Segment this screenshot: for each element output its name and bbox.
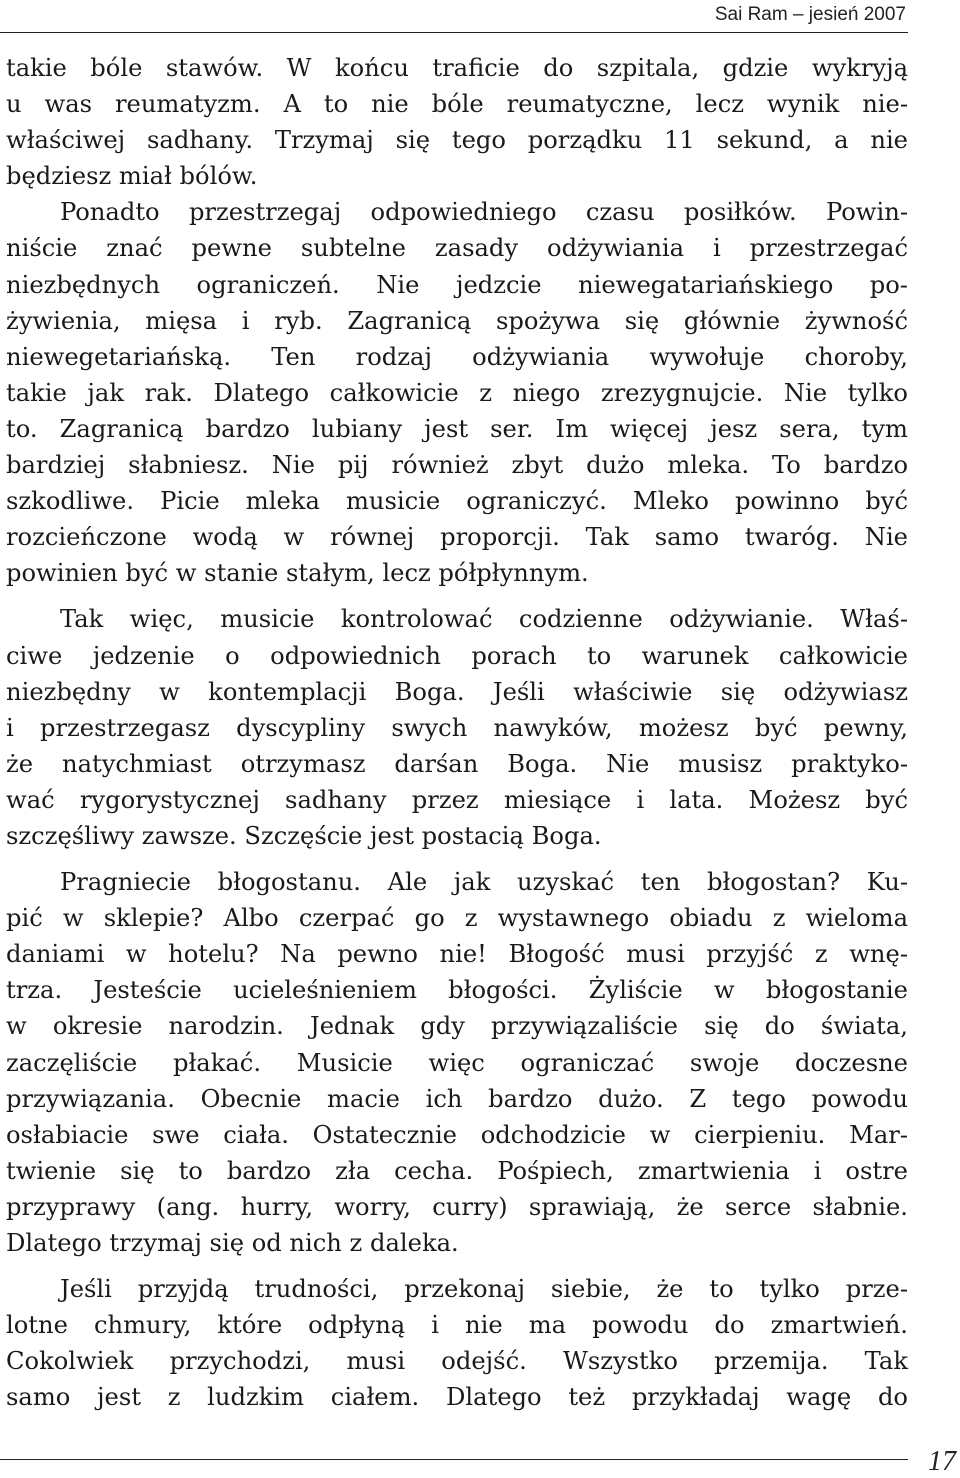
text-line: że natychmiast otrzymasz darśan Boga. Nie musisz praktyko- <box>6 749 908 778</box>
text-line: u was reumatyzm. A to nie bóle reumatyczne, lecz wynik nie- <box>6 90 908 119</box>
text-line: osłabiacie swe ciała. Ostatecznie odchodzicie w cierpieniu. Mar- <box>6 1120 908 1149</box>
text-line: Cokolwiek przychodzi, musi odejść. Wszystko przemija. Tak <box>6 1347 908 1376</box>
text-line: przywiązania. Obecnie macie ich bardzo dużo. Z tego powodu <box>6 1084 908 1113</box>
text-line: wać rygorystycznej sadhany przez miesiące i lata. Możesz być <box>6 785 908 814</box>
text-line: samo jest z ludzkim ciałem. Dlatego też przykładaj wagę do <box>6 1383 908 1412</box>
text-line: właściwej sadhany. Trzymaj się tego porządku 11 sekund, a nie <box>6 126 908 155</box>
body-text <box>6 50 908 1415</box>
text-line: takie bóle stawów. W końcu traficie do szpitala, gdzie wykryją <box>6 54 908 82</box>
paragraph <box>6 1271 908 1415</box>
text-line: daniami w hotelu? Na pewno nie! Błogość musi przyjść z wnę- <box>6 940 908 969</box>
text-line: takie jak rak. Dlatego całkowicie z niego zrezygnujcie. Nie tylko <box>6 378 908 407</box>
text-line: niezbędnych ograniczeń. Nie jedzcie niewegatariańskiego po- <box>6 270 908 299</box>
paragraph <box>6 601 908 854</box>
text-line: bardziej słabniesz. Nie pij również zbyt dużo mleka. To bardzo <box>6 451 908 480</box>
text-line: ciwe jedzenie o odpowiednich porach to warunek całkowicie <box>6 641 908 670</box>
text-line: pić w sklepie? Albo czerpać go z wystawnego obiadu z wieloma <box>6 904 908 933</box>
header-rule <box>0 32 908 33</box>
text-line: rozcieńczone wodą w równej proporcji. Tak samo twaróg. Nie <box>6 523 908 552</box>
text-line: Ponadto przestrzegaj odpowiedniego czasu posiłków. Powin- <box>60 198 908 227</box>
text-line: i przestrzegasz dyscypliny swych nawyków, możesz być pewny, <box>6 713 908 742</box>
text-line: Dlatego trzymaj się od nich z daleka. <box>6 1229 459 1257</box>
page-header <box>0 0 960 32</box>
footer-rule <box>0 1459 908 1460</box>
text-line: będziesz miał bólów. <box>6 162 258 191</box>
text-line: niezbędny w kontemplacji Boga. Jeśli właściwie się odżywiasz <box>6 677 908 706</box>
text-line: szczęśliwy zawsze. Szczęście jest postacią Boga. <box>6 821 602 850</box>
text-line: Tak więc, musicie kontrolować codzienne odżywianie. Właś- <box>60 605 908 634</box>
paragraph <box>6 50 908 194</box>
text-line: żywienia, mięsa i ryb. Zagranicą spożywa się głównie żywność <box>6 306 908 335</box>
text-line: szkodliwe. Picie mleka musicie ograniczyć. Mleko powinno być <box>6 487 908 516</box>
text-line: lotne chmury, które odpłyną i nie ma powodu do zmartwień. <box>6 1311 908 1340</box>
text-line: przyprawy (ang. hurry, worry, curry) sprawiają, że serce słabnie. <box>6 1192 908 1221</box>
text-line: niewegetariańską. Ten rodzaj odżywiania wywołuje choroby, <box>6 342 908 371</box>
text-line: twienie się to bardzo zła cecha. Pośpiech, zmartwienia i ostre <box>6 1156 908 1185</box>
text-line: powinien być w stanie stałym, lecz półpłynnym. <box>6 559 589 588</box>
paragraph <box>6 864 908 1261</box>
text-line: niście znać pewne subtelne zasady odżywiania i przestrzegać <box>6 234 908 263</box>
paragraph <box>6 194 908 591</box>
text-line: Jeśli przyjdą trudności, przekonaj siebie, że to tylko prze- <box>60 1275 908 1304</box>
text-line: trza. Jesteście ucieleśnieniem błogości. Żyliście w błogostanie <box>6 976 908 1005</box>
text-line: w okresie narodzin. Jednak gdy przywiązaliście się do świata, <box>6 1012 908 1041</box>
running-title: Sai Ram – jesień 2007 <box>714 4 906 25</box>
text-line: Pragniecie błogostanu. Ale jak uzyskać ten błogostan? Ku- <box>60 868 908 897</box>
page-number: 17 <box>928 1446 956 1477</box>
text-line: to. Zagranicą bardzo lubiany jest ser. Im więcej jesz sera, tym <box>6 414 908 443</box>
text-line: zaczęliście płakać. Musicie więc ograniczać swoje doczesne <box>6 1048 908 1077</box>
